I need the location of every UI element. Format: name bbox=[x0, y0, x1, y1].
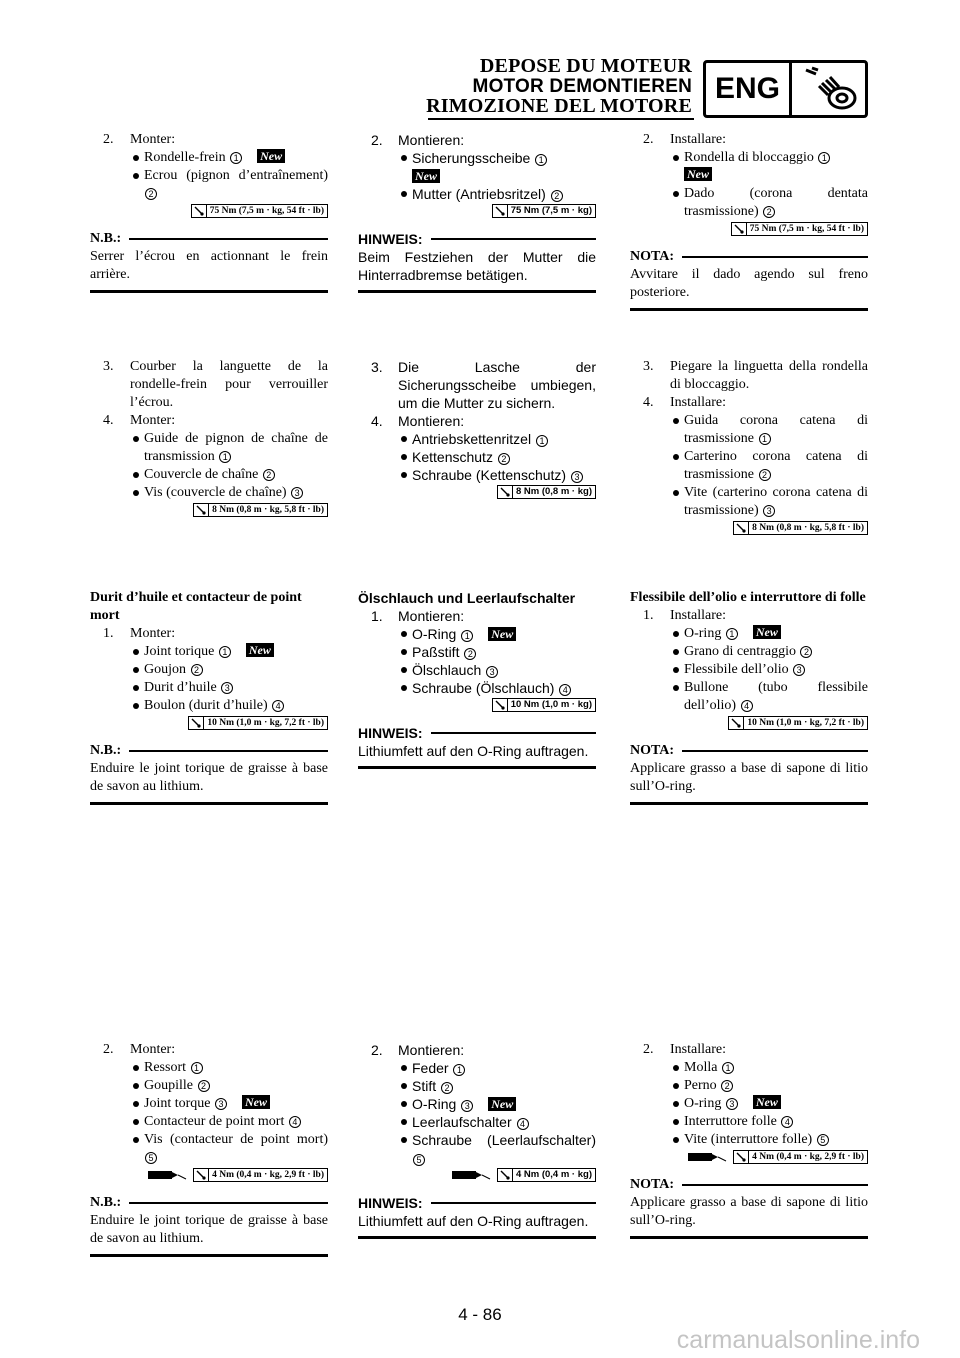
torque-spec: 75 Nm (7,5 m · kg) bbox=[492, 204, 596, 218]
list-item: Feder 1 bbox=[358, 1059, 596, 1077]
note-text: Avvitare il dado agendo sul freno posteriore. bbox=[630, 267, 868, 300]
step-number: 3. bbox=[643, 359, 654, 374]
list-item: Schraube (Ölschlauch) 4 bbox=[358, 679, 596, 697]
torque-spec: 10 Nm (1,0 m · kg) bbox=[492, 698, 596, 712]
callout-number: 3 bbox=[291, 487, 303, 499]
callout-number: 1 bbox=[759, 433, 771, 445]
eng-label: ENG bbox=[706, 63, 792, 115]
step-number: 2. bbox=[643, 1042, 654, 1057]
callout-number: 5 bbox=[817, 1134, 829, 1146]
list-item: Joint torque 3 New bbox=[90, 1095, 328, 1113]
list-item: O-ring 1 New bbox=[630, 625, 868, 643]
callout-number: 2 bbox=[263, 469, 275, 481]
step-label: Montieren: bbox=[398, 413, 465, 429]
callout-number: 1 bbox=[818, 152, 830, 164]
de-section-1 bbox=[358, 131, 596, 293]
list-item: O-Ring 1 New bbox=[358, 625, 596, 643]
note-box bbox=[90, 230, 328, 293]
eng-badge bbox=[703, 60, 868, 118]
callout-number: 2 bbox=[800, 646, 812, 658]
step-number: 2. bbox=[103, 1042, 114, 1057]
note-text: Lithiumfett auf den O-Ring auftragen. bbox=[358, 1213, 589, 1229]
list-item: Ressort 1 bbox=[90, 1059, 328, 1077]
callout-number: 4 bbox=[559, 684, 571, 696]
note-text: Applicare grasso a base di sapone di litio sull’O-ring. bbox=[630, 1195, 868, 1228]
callout-number: 5 bbox=[145, 1152, 157, 1164]
list-item: Interruttore folle 4 bbox=[630, 1113, 868, 1131]
callout-number: 3 bbox=[486, 666, 498, 678]
note-box bbox=[630, 248, 868, 311]
torque-spec: 10 Nm (1,0 m · kg, 7,2 ft · lb) bbox=[188, 716, 328, 730]
callout-number: 2 bbox=[721, 1080, 733, 1092]
step-number: 2. bbox=[103, 132, 114, 147]
step-label: Installare: bbox=[670, 1042, 726, 1057]
step-number: 4. bbox=[643, 395, 654, 410]
step-number: 1. bbox=[103, 626, 114, 641]
note-text: Enduire le joint torique de graisse à base de savon au lithium. bbox=[90, 1213, 328, 1246]
step-text: Piegare la linguetta della rondella di bloccaggio. bbox=[670, 359, 868, 392]
torque-wrench-icon bbox=[192, 205, 207, 217]
callout-number: 1 bbox=[461, 630, 473, 642]
note-label: HINWEIS: bbox=[358, 725, 423, 741]
note-box bbox=[630, 742, 868, 805]
list-item: Contacteur de point mort 4 bbox=[90, 1113, 328, 1131]
torque-wrench-icon bbox=[194, 504, 209, 516]
new-part-badge: New bbox=[246, 643, 274, 657]
callout-number: 2 bbox=[191, 664, 203, 676]
fr-section-1 bbox=[90, 131, 328, 293]
callout-number: 1 bbox=[726, 628, 738, 640]
list-item: Goujon 2 bbox=[90, 661, 328, 679]
callout-number: 4 bbox=[289, 1116, 301, 1128]
new-part-badge: New bbox=[753, 1095, 781, 1109]
callout-number: 2 bbox=[441, 1082, 453, 1094]
torque-spec: 4 Nm (0,4 m · kg) bbox=[497, 1168, 596, 1182]
section-title: Ölschlauch und Leerlaufschalter bbox=[358, 590, 576, 606]
note-label: N.B.: bbox=[90, 743, 122, 758]
torque-wrench-icon bbox=[498, 486, 513, 498]
list-item: Stift 2 bbox=[358, 1077, 596, 1095]
torque-wrench-icon bbox=[498, 1169, 513, 1181]
it-section-1 bbox=[630, 131, 868, 311]
note-label: NOTA: bbox=[630, 249, 675, 264]
callout-number: 4 bbox=[272, 700, 284, 712]
new-part-badge: New bbox=[488, 627, 516, 641]
note-box bbox=[358, 230, 596, 293]
torque-spec: 8 Nm (0,8 m · kg, 5,8 ft · lb) bbox=[193, 503, 328, 517]
callout-number: 1 bbox=[219, 646, 231, 658]
list-item: Flessibile dell’olio 3 bbox=[630, 661, 868, 679]
list-item: O-ring 3 New bbox=[630, 1095, 868, 1113]
step-number: 3. bbox=[103, 359, 114, 374]
engine-icon bbox=[792, 63, 865, 115]
new-part-badge: New bbox=[684, 167, 712, 181]
torque-wrench-icon bbox=[732, 223, 747, 235]
list-item: Boulon (durit d’huile) 4 bbox=[90, 697, 328, 715]
list-item: Leerlaufschalter 4 bbox=[358, 1113, 596, 1131]
step-label: Monter: bbox=[130, 413, 176, 428]
list-item: Ölschlauch 3 bbox=[358, 661, 596, 679]
title-de: MOTOR DEMONTIEREN bbox=[472, 76, 692, 97]
list-item: Rondella di bloccaggio 1 bbox=[630, 149, 868, 167]
note-text: Applicare grasso a base di sapone di litio sull’O-ring. bbox=[630, 761, 868, 794]
callout-number: 2 bbox=[145, 188, 157, 200]
callout-number: 3 bbox=[461, 1100, 473, 1112]
new-part-badge: New bbox=[753, 625, 781, 639]
list-item: Molla 1 bbox=[630, 1059, 868, 1077]
step-number: 2. bbox=[371, 132, 383, 148]
list-item: Guide de pignon de chaîne de transmission 1 bbox=[90, 430, 328, 466]
list-item: Kettenschutz 2 bbox=[358, 448, 596, 466]
torque-wrench-icon bbox=[493, 205, 508, 217]
note-label: N.B.: bbox=[90, 231, 122, 246]
list-item: Mutter (Antriebsritzel) 2 bbox=[358, 185, 596, 203]
step-number: 2. bbox=[371, 1042, 383, 1058]
list-item: Guida corona catena di trasmissione 1 bbox=[630, 412, 868, 448]
step-number: 1. bbox=[371, 608, 383, 624]
list-item: Vite (carterino corona catena di trasmissione) 3 bbox=[630, 484, 868, 520]
callout-number: 3 bbox=[793, 664, 805, 676]
step-text: Die Lasche der Sicherungsscheibe umbiegen, um die Mutter zu sichern. bbox=[398, 359, 596, 411]
note-box bbox=[358, 724, 596, 769]
de-section-2 bbox=[358, 358, 596, 499]
list-item: Sicherungsscheibe 1 bbox=[358, 149, 596, 167]
torque-wrench-icon bbox=[734, 1151, 749, 1163]
step-label: Montieren: bbox=[398, 608, 465, 624]
note-box bbox=[90, 1194, 328, 1257]
note-label: HINWEIS: bbox=[358, 1195, 423, 1211]
list-item: Vis (contacteur de point mort) 5 bbox=[90, 1131, 328, 1167]
step-label: Montieren: bbox=[398, 1042, 465, 1058]
step-label: Monter: bbox=[130, 1042, 176, 1057]
de-section-4 bbox=[358, 1041, 596, 1239]
list-item: Goupille 2 bbox=[90, 1077, 328, 1095]
callout-number: 1 bbox=[722, 1062, 734, 1074]
callout-number: 4 bbox=[781, 1116, 793, 1128]
thread-lock-icon bbox=[687, 1151, 727, 1163]
list-item: Vite (interruttore folle) 5 bbox=[630, 1131, 868, 1149]
callout-number: 1 bbox=[453, 1064, 465, 1076]
torque-wrench-icon bbox=[194, 1169, 209, 1181]
note-label: HINWEIS: bbox=[358, 231, 423, 247]
step-number: 4. bbox=[371, 413, 383, 429]
title-fr: DEPOSE DU MOTEUR bbox=[479, 55, 692, 77]
header-rule bbox=[428, 118, 694, 120]
page-number: 4 - 86 bbox=[458, 1305, 502, 1324]
list-item: Rondelle-frein 1 New bbox=[90, 149, 328, 167]
step-number: 4. bbox=[103, 413, 114, 428]
section-title: Durit d’huile et contacteur de point mort bbox=[90, 590, 302, 623]
torque-wrench-icon bbox=[734, 522, 749, 534]
note-label: NOTA: bbox=[630, 743, 675, 758]
callout-number: 3 bbox=[221, 682, 233, 694]
note-label: NOTA: bbox=[630, 1177, 675, 1192]
it-section-3 bbox=[630, 589, 868, 805]
callout-number: 3 bbox=[571, 471, 583, 483]
list-item: Vis (couvercle de chaîne) 3 bbox=[90, 484, 328, 502]
callout-number: 2 bbox=[551, 190, 563, 202]
new-part-badge: New bbox=[412, 169, 440, 183]
note-box bbox=[90, 742, 328, 805]
it-section-4 bbox=[630, 1041, 868, 1239]
list-item: Schraube (Kettenschutz) 3 bbox=[358, 466, 596, 484]
note-text: Beim Festziehen der Mutter die Hinterradbremse betätigen. bbox=[358, 249, 596, 283]
callout-number: 2 bbox=[198, 1080, 210, 1092]
fr-section-2 bbox=[90, 358, 328, 517]
list-item: Schraube (Leerlaufschalter) 5 bbox=[358, 1131, 596, 1167]
list-item: Paßstift 2 bbox=[358, 643, 596, 661]
watermark: carmanualsonline.info bbox=[676, 1326, 920, 1354]
step-label: Installare: bbox=[670, 608, 726, 623]
callout-number: 2 bbox=[759, 469, 771, 481]
note-text: Enduire le joint torique de graisse à base de savon au lithium. bbox=[90, 761, 328, 794]
list-item: Couvercle de chaîne 2 bbox=[90, 466, 328, 484]
callout-number: 1 bbox=[536, 435, 548, 447]
step-label: Monter: bbox=[130, 626, 176, 641]
callout-number: 2 bbox=[464, 648, 476, 660]
callout-number: 3 bbox=[763, 505, 775, 517]
callout-number: 3 bbox=[215, 1098, 227, 1110]
list-item: Antriebskettenritzel 1 bbox=[358, 430, 596, 448]
list-item: Joint torique 1 New bbox=[90, 643, 328, 661]
callout-number: 2 bbox=[498, 453, 510, 465]
callout-number: 2 bbox=[763, 206, 775, 218]
list-item: O-Ring 3 New bbox=[358, 1095, 596, 1113]
step-label: Monter: bbox=[130, 132, 176, 147]
new-part-badge: New bbox=[242, 1095, 270, 1109]
thread-lock-icon bbox=[451, 1169, 491, 1181]
list-item: Bullone (tubo flessibile dell’olio) 4 bbox=[630, 679, 868, 715]
callout-number: 4 bbox=[741, 700, 753, 712]
torque-spec: 75 Nm (7,5 m · kg, 54 ft · lb) bbox=[731, 222, 868, 236]
note-text: Serrer l’écrou en actionnant le frein arrière. bbox=[90, 249, 328, 282]
callout-number: 5 bbox=[413, 1154, 425, 1166]
section-title: Flessibile dell’olio e interruttore di folle bbox=[630, 590, 866, 605]
fr-section-4 bbox=[90, 1041, 328, 1257]
torque-spec: 8 Nm (0,8 m · kg) bbox=[497, 485, 596, 499]
callout-number: 3 bbox=[726, 1098, 738, 1110]
step-number: 1. bbox=[643, 608, 654, 623]
step-number: 3. bbox=[371, 359, 383, 375]
it-section-2 bbox=[630, 358, 868, 535]
step-text: Courber la languette de la rondelle-frein pour verrouiller l’écrou. bbox=[130, 359, 328, 410]
torque-spec: 4 Nm (0,4 m · kg, 2,9 ft · lb) bbox=[733, 1150, 868, 1164]
list-item: Ecrou (pignon d’entraînement) 2 bbox=[90, 167, 328, 203]
torque-spec: 4 Nm (0,4 m · kg, 2,9 ft · lb) bbox=[193, 1168, 328, 1182]
list-item: Durit d’huile 3 bbox=[90, 679, 328, 697]
torque-wrench-icon bbox=[729, 717, 744, 729]
new-part-badge: New bbox=[257, 149, 285, 163]
list-item: Dado (corona dentata trasmissione) 2 bbox=[630, 185, 868, 221]
step-number: 2. bbox=[643, 132, 654, 147]
callout-number: 4 bbox=[517, 1118, 529, 1130]
torque-wrench-icon bbox=[189, 717, 204, 729]
list-item: Perno 2 bbox=[630, 1077, 868, 1095]
torque-spec: 75 Nm (7,5 m · kg, 54 ft · lb) bbox=[191, 204, 328, 218]
callout-number: 1 bbox=[191, 1062, 203, 1074]
note-text: Lithiumfett auf den O-Ring auftragen. bbox=[358, 743, 589, 759]
step-label: Installare: bbox=[670, 395, 726, 410]
torque-spec: 10 Nm (1,0 m · kg, 7,2 ft · lb) bbox=[728, 716, 868, 730]
step-label: Montieren: bbox=[398, 132, 465, 148]
de-section-3 bbox=[358, 589, 596, 769]
torque-spec: 8 Nm (0,8 m · kg, 5,8 ft · lb) bbox=[733, 521, 868, 535]
note-box bbox=[630, 1176, 868, 1239]
note-box bbox=[358, 1194, 596, 1239]
torque-wrench-icon bbox=[493, 699, 508, 711]
title-it: RIMOZIONE DEL MOTORE bbox=[426, 95, 692, 117]
thread-lock-icon bbox=[147, 1169, 187, 1181]
new-part-badge: New bbox=[488, 1097, 516, 1111]
note-label: N.B.: bbox=[90, 1195, 122, 1210]
fr-section-3 bbox=[90, 589, 328, 805]
callout-number: 1 bbox=[535, 154, 547, 166]
list-item: Grano di centraggio 2 bbox=[630, 643, 868, 661]
step-label: Installare: bbox=[670, 132, 726, 147]
callout-number: 1 bbox=[230, 152, 242, 164]
list-item: Carterino corona catena di trasmissione 2 bbox=[630, 448, 868, 484]
callout-number: 1 bbox=[219, 451, 231, 463]
